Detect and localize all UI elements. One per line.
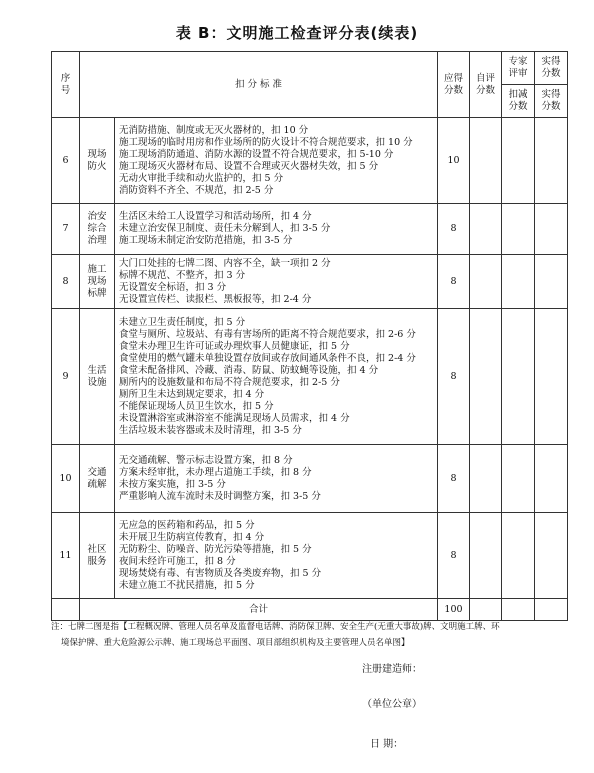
deduct-cell[interactable] (502, 255, 535, 309)
table-row (52, 513, 568, 599)
actual-cell[interactable] (535, 204, 568, 255)
row-score: 8 (438, 204, 470, 255)
criteria-line: 生活区未给工人设置学习和活动场所，扣 4 分 (119, 211, 312, 222)
row-item: 社区 服务 (80, 513, 115, 599)
self-eval-cell[interactable] (470, 445, 502, 513)
row-item: 现场 防火 (80, 118, 115, 204)
footnote (51, 619, 581, 651)
criteria-line: 无应急的医药箱和药品，扣 5 分 (119, 519, 255, 531)
criteria-line: 无设置安全标语，扣 3 分 (119, 281, 227, 293)
deduct-cell[interactable] (502, 118, 535, 204)
row-item: 生活 设施 (80, 309, 115, 445)
date-label: 日 期： (370, 739, 404, 750)
row-score: 8 (438, 513, 470, 599)
header-deduct-score: 扣减 分数 (502, 85, 535, 118)
row-criteria (115, 204, 438, 255)
criteria-line: 食堂使用的燃气罐未单独设置存放间或存放间通风条件不良，扣 2-4 分 (119, 352, 416, 364)
deduct-cell[interactable] (502, 309, 535, 445)
actual-cell[interactable] (535, 309, 568, 445)
table-row (52, 204, 568, 255)
company-seal-label: （单位公章） (362, 699, 422, 710)
row-number: 9 (52, 309, 80, 445)
criteria-line: 夜间未经许可施工，扣 8 分 (119, 555, 236, 567)
engineer-signature-label: 注册建造师： (362, 664, 422, 675)
row-score: 8 (438, 255, 470, 309)
criteria-line: 未设置淋浴室或淋浴室不能满足现场人员需求，扣 4 分 (119, 412, 350, 424)
criteria-line: 严重影响人流车流时未及时调整方案，扣 3-5 分 (119, 490, 321, 502)
row-number: 7 (52, 204, 80, 255)
criteria-line: 方案未经审批，未办理占道施工手续，扣 8 分 (119, 466, 312, 478)
row-item: 施工 现场 标牌 (80, 255, 115, 309)
criteria-line: 食堂未配备排风、冷藏、消毒、防鼠、防蚊蝇等设施，扣 4 分 (119, 364, 379, 376)
footnote-line-1: 注：七牌二图是指【工程概况牌、管理人员名单及监督电话牌、消防保卫牌、安全生产(无重大事故)牌、文明施工牌、环 (51, 622, 500, 632)
criteria-line: 消防资料不齐全、不规范，扣 2-5 分 (119, 184, 274, 196)
criteria-line: 不能保证现场人员卫生饮水，扣 5 分 (119, 400, 274, 412)
criteria-line: 现场焚烧有毒、有害物质及各类废弃物，扣 5 分 (119, 567, 322, 579)
criteria-line: 食堂未办理卫生许可证或办理炊事人员健康证，扣 5 分 (119, 340, 350, 352)
criteria-line: 未建立治安保卫制度、责任未分解到人，扣 3-5 分 (119, 223, 331, 234)
row-number: 11 (52, 513, 80, 599)
actual-cell[interactable] (535, 255, 568, 309)
actual-cell[interactable] (535, 118, 568, 204)
header-row-1 (52, 52, 568, 85)
total-row (52, 599, 568, 621)
header-actual-score-2: 实得 分数 (535, 85, 568, 118)
criteria-line: 施工现场的临时用房和作业场所的防火设计不符合规范要求，扣 10 分 (119, 136, 413, 148)
total-score: 100 (438, 599, 470, 621)
header-should-score: 应得 分数 (438, 52, 470, 118)
criteria-line: 无交通疏解、警示标志设置方案，扣 8 分 (119, 454, 293, 466)
header-criteria: 扣 分 标 准 (80, 52, 438, 118)
criteria-line: 未开展卫生防病宣传教育，扣 4 分 (119, 531, 265, 543)
table-row (52, 255, 568, 309)
score-table (51, 51, 568, 621)
criteria-line: 无设置宣传栏、读报栏、黑板报等，扣 2-4 分 (119, 293, 312, 305)
row-number: 6 (52, 118, 80, 204)
row-item: 治安 综合 治理 (80, 204, 115, 255)
table-row (52, 118, 568, 204)
criteria-line: 施工现场消防通道、消防水源的设置不符合规范要求，扣 5-10 分 (119, 148, 394, 160)
total-label: 合计 (80, 599, 438, 621)
table-body (52, 118, 568, 599)
table-row (52, 445, 568, 513)
criteria-line: 无动火审批手续和动火监护的，扣 5 分 (119, 172, 284, 184)
criteria-line: 未建立施工不扰民措施，扣 5 分 (119, 579, 255, 591)
row-number: 10 (52, 445, 80, 513)
row-criteria (115, 513, 438, 599)
row-score: 10 (438, 118, 470, 204)
header-actual-score: 实得 分数 (535, 52, 568, 85)
self-eval-cell[interactable] (470, 309, 502, 445)
self-eval-cell[interactable] (470, 513, 502, 599)
criteria-line: 无防粉尘、防噪音、防光污染等措施，扣 5 分 (119, 543, 312, 555)
actual-cell[interactable] (535, 445, 568, 513)
deduct-cell[interactable] (502, 445, 535, 513)
row-number: 8 (52, 255, 80, 309)
actual-cell[interactable] (535, 513, 568, 599)
row-criteria (115, 118, 438, 204)
header-expert-review: 专家 评审 (502, 52, 535, 85)
criteria-line: 厕所内的设施数量和布局不符合规范要求，扣 2-5 分 (119, 376, 340, 388)
header-self-eval: 自评 分数 (470, 52, 502, 118)
self-eval-cell[interactable] (470, 118, 502, 204)
row-score: 8 (438, 309, 470, 445)
criteria-line: 施工现场灭火器材布局、设置不合理或灭火器材失效，扣 5 分 (119, 160, 379, 172)
deduct-cell[interactable] (502, 204, 535, 255)
row-criteria (115, 445, 438, 513)
criteria-line: 未按方案实施，扣 3-5 分 (119, 478, 226, 490)
self-eval-cell[interactable] (470, 204, 502, 255)
row-score: 8 (438, 445, 470, 513)
page-title: 表 B：文明施工检查评分表(续表) (175, 24, 419, 42)
criteria-line: 无消防措施、制度或无灭火器材的，扣 10 分 (119, 124, 309, 136)
row-criteria (115, 309, 438, 445)
deduct-cell[interactable] (502, 513, 535, 599)
criteria-line: 标牌不规范、不整齐，扣 3 分 (119, 269, 246, 281)
self-eval-cell[interactable] (470, 255, 502, 309)
table-row (52, 309, 568, 445)
row-criteria (115, 255, 438, 309)
criteria-line: 未建立卫生责任制度，扣 5 分 (119, 316, 246, 328)
criteria-line: 生活垃圾未装容器或未及时清理，扣 3-5 分 (119, 424, 302, 436)
header-seq: 序 号 (52, 52, 80, 118)
row-item: 交通 疏解 (80, 445, 115, 513)
criteria-line: 厕所卫生未达到规定要求，扣 4 分 (119, 388, 265, 400)
footnote-line-2: 境保护牌、重大危险源公示牌、施工现场总平面图、项目部组织机构及主要管理人员名单图】 (61, 638, 410, 648)
criteria-line: 食堂与厕所、垃圾站、有毒有害场所的距离不符合规范要求，扣 2-6 分 (119, 328, 416, 340)
criteria-line: 大门口处挂的七牌二图、内容不全，缺一项扣 2 分 (119, 257, 331, 269)
criteria-line: 施工现场未制定治安防范措施，扣 3-5 分 (119, 235, 293, 246)
